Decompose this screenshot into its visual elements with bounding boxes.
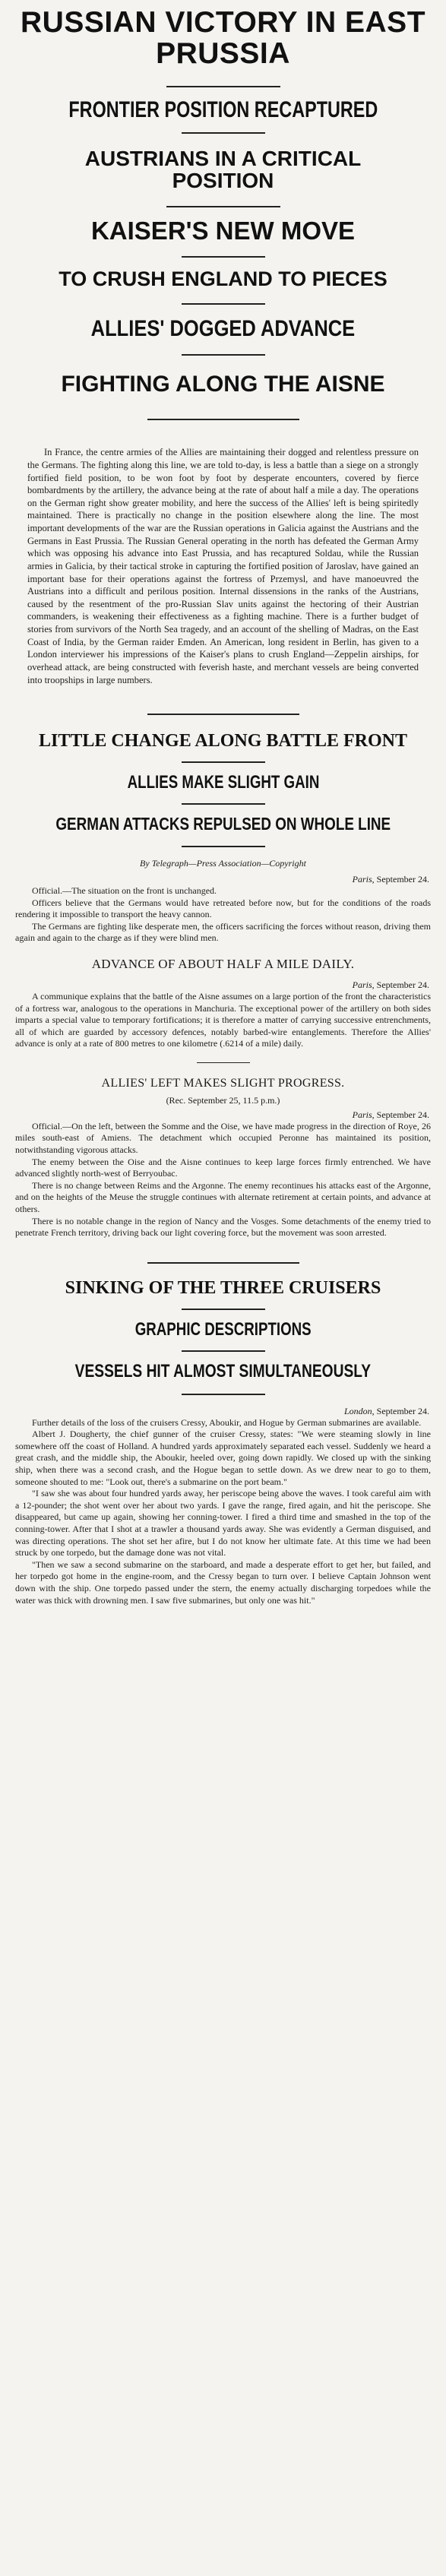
paragraph: Official.—On the left, between the Somme and the Oise, we have made progress in the direction of Roye, 26 miles south-east of Amiens. The detachment which occupied Peronne has maintained its position, notwithstanding vigorous attacks.: [15, 1120, 431, 1156]
advance-body: [15, 991, 431, 1050]
section3-headline: SINKING OF THE THREE CRUISERS: [65, 1277, 381, 1298]
section2-headline: LITTLE CHANGE ALONG BATTLE FRONT: [39, 731, 407, 752]
dateline-place: Paris: [352, 873, 372, 885]
headline-crush: TO CRUSH ENGLAND TO PIECES: [59, 267, 387, 290]
divider: [182, 1394, 265, 1395]
divider: [182, 1350, 265, 1352]
paragraph: There is no notable change in the region of Nancy and the Vosges. Some detachments of the enemy tried to penetrate French territory, driving back our light covering force, but the movement was soon arrested.: [15, 1215, 431, 1239]
dateline-date: September 24.: [376, 1405, 429, 1416]
dateline-date: September 24.: [376, 1109, 429, 1120]
section3-subheadline: [14, 1318, 432, 1340]
dateline: Paris, September 24.: [352, 1109, 429, 1120]
divider: [182, 354, 265, 356]
section2-body: [15, 885, 431, 945]
divider: [147, 714, 299, 715]
section2-deck: [5, 815, 441, 834]
headline-allies-text: ALLIES' DOGGED ADVANCE: [90, 315, 356, 341]
byline: By Telegraph—Press Association—Copyright: [140, 857, 306, 869]
divider: [182, 803, 265, 805]
section2-deck-text: GERMAN ATTACKS REPULSED ON WHOLE LINE: [55, 814, 391, 834]
dateline: Paris, September 24.: [352, 979, 429, 990]
headline-frontier: [14, 98, 432, 122]
divider: [166, 206, 280, 207]
headline-kaiser: KAISER'S NEW MOVE: [90, 216, 356, 245]
divider: [182, 303, 265, 305]
paragraph: "I saw she was about four hundred yards away, her periscope being above the waves. I took careful aim with a 12-pounder; the shot went over her about two yards. I gave the range, fired again, and hit the periscope. She disappeared, but came up again, showing her conning-tower. I fired a third time and smashed in the top of the conning-tower. After that I shot at a trawler a thousand yards away. She was evidently a German disguised, and was directing operations. The shot set her afire, but I do not know her ultimate fate. At this time we had been struck by one torpedo, but the damage done was not vital.: [15, 1488, 431, 1559]
divider: [197, 1062, 250, 1063]
headline-aisne: FIGHTING ALONG THE AISNE: [61, 372, 385, 397]
dateline-date: September 24.: [376, 979, 429, 990]
dateline-place: Paris: [352, 979, 372, 990]
dateline: Paris, September 24.: [352, 873, 429, 885]
paragraph: Official.—The situation on the front is unchanged.: [32, 885, 217, 896]
subheading-left-progress: ALLIES' LEFT MAKES SLIGHT PROGRESS.: [101, 1076, 345, 1090]
section3-deck-text: VESSELS HIT ALMOST SIMULTANEOUSLY: [74, 1360, 372, 1381]
paragraph: Officers believe that the Germans would have retreated before now, but for the conditions of the roads rendering it impossible to transport the heavy cannon.: [15, 897, 431, 920]
divider: [182, 1309, 265, 1310]
section3-subheadline-text: GRAPHIC DESCRIPTIONS: [134, 1318, 312, 1340]
dateline-date: September 24.: [376, 873, 429, 885]
divider: [166, 86, 280, 87]
paragraph: Further details of the loss of the cruisers Cressy, Aboukir, and Hogue by German submarines are available.: [32, 1416, 422, 1428]
divider: [182, 761, 265, 763]
divider: [147, 419, 299, 420]
divider: [182, 132, 265, 134]
headline-allies: [14, 317, 432, 340]
received-time: (Rec. September 25, 11.5 p.m.): [166, 1094, 280, 1106]
paragraph: Albert J. Dougherty, the chief gunner of the cruiser Cressy, states: "We were steaming slowly in line somewhere off the coast of Holland. A hundred yards approximately separated each vessel. Suddenly we heard a great crash, and the middle ship, the Aboukir, heeled over, going down rapidly. We closed up with the sinking ship, when there was a second crash, and the Hogue began to settle down. As we drew near to go to them, someone shouted to me: "Look out, there's a submarine on the port beam.": [15, 1429, 431, 1487]
dateline: London, September 24.: [343, 1405, 429, 1416]
paragraph: A communique explains that the battle of the Aisne assumes on a large portion of the front the characteristics of a fortress war, analogous to the operations in Manchuria. The exceptional power of the artillery on both sides imparts a special value to temporary fortifications; it is therefore a matter of carrying successive entrenchments, all of which are guarded by accessory defences, notably barbed-wire entanglements. Therefore the Allies' advance is only at a rate of 800 metres to one kilometre (.6214 of a mile) daily.: [15, 990, 431, 1049]
paragraph: The Germans are fighting like desperate men, the officers sacrificing the forces without reason, driving them again and again to the charge as if they were blind men.: [15, 920, 431, 944]
left-progress-body: [15, 1121, 431, 1239]
section3-deck: [5, 1362, 441, 1381]
headline-frontier-text: FRONTIER POSITION RECAPTURED: [68, 97, 378, 123]
main-headline: RUSSIAN VICTORY IN EAST PRUSSIA: [20, 6, 426, 70]
divider: [182, 846, 265, 847]
subheading-advance: ADVANCE OF ABOUT HALF A MILE DAILY.: [91, 956, 355, 971]
paragraph: There is no change between Reims and the Argonne. The enemy recontinues his attacks east of the Argonne, and on the heights of the Meuse the struggle continues with alternate retirement at certain points, and advance at others.: [15, 1179, 431, 1215]
lead-article: [27, 446, 419, 686]
section3-body: [15, 1417, 431, 1607]
section2-subheadline: [14, 774, 432, 793]
paragraph: "Then we saw a second submarine on the starboard, and made a desperate effort to get her, but failed, and her torpedo got home in the engine-room, and the Cressy began to turn over. I believe Captain Johnson went down with the ship. One torpedo passed under the stern, the enemy actually discharging torpedoes while the water was thick with drowning men. I saw five submarines, but only one was hit.": [15, 1559, 431, 1606]
headline-austrians: AUSTRIANS IN A CRITICAL POSITION: [84, 147, 362, 193]
dateline-place: London: [343, 1405, 372, 1416]
dateline-place: Paris: [352, 1109, 372, 1120]
paragraph: The enemy between the Oise and the Aisne continues to keep large forces firmly entrenched. We have advanced slightly north-west of Berryoubac.: [15, 1156, 431, 1179]
divider: [182, 256, 265, 258]
section2-subheadline-text: ALLIES MAKE SLIGHT GAIN: [127, 772, 319, 793]
divider: [147, 1262, 299, 1264]
lead-paragraph: In France, the centre armies of the Allies are maintaining their dogged and relentless pressure on the Germans. The fighting along this line, we are told to-day, is less a battle than a siege on a strongly fortified field position, to be won foot by foot by desperate encounters, covered by fierce bombardments by the artillery, the advance being at the rate of about half a mile a day. The operations on the German right show greater mobility, and here the success of the Allies' left is being spiritedly maintained. There is practically no change in the position elsewhere along the line. The most important developments of the war are the Russian operations in Galicia against the Austrians and the Germans in East Prussia. The Russian General operating in the north has defeated the German Army which was opposing his advance into East Prussia, and has recaptured Soldau, while the Russian armies in Galicia, by their tactical stroke in capturing the fortified position of Jaroslav, have gained an important base for their operations against the fortress of Przemysl, and have manoeuvred the Austrians into a difficult and perilous position. Internal dissensions in the ranks of the Austrians, caused by the resentment of the pro-Russian Slav units against the hectoring of their Austrian commanders, is weakening their effectiveness as a fighting machine. There is a further budget of stories from survivors of the North Sea tragedy, and an account of the shelling of Madras, on the East Coast of India, by the German raider Emden. An American, long resident in Berlin, has given to a London interviewer his impressions of the Kaiser's plans to crush England—Zeppelin airships, for overhead attack, are being constructed with feverish haste, and merchant vessels are being converted into troopships in large numbers.: [27, 447, 419, 685]
